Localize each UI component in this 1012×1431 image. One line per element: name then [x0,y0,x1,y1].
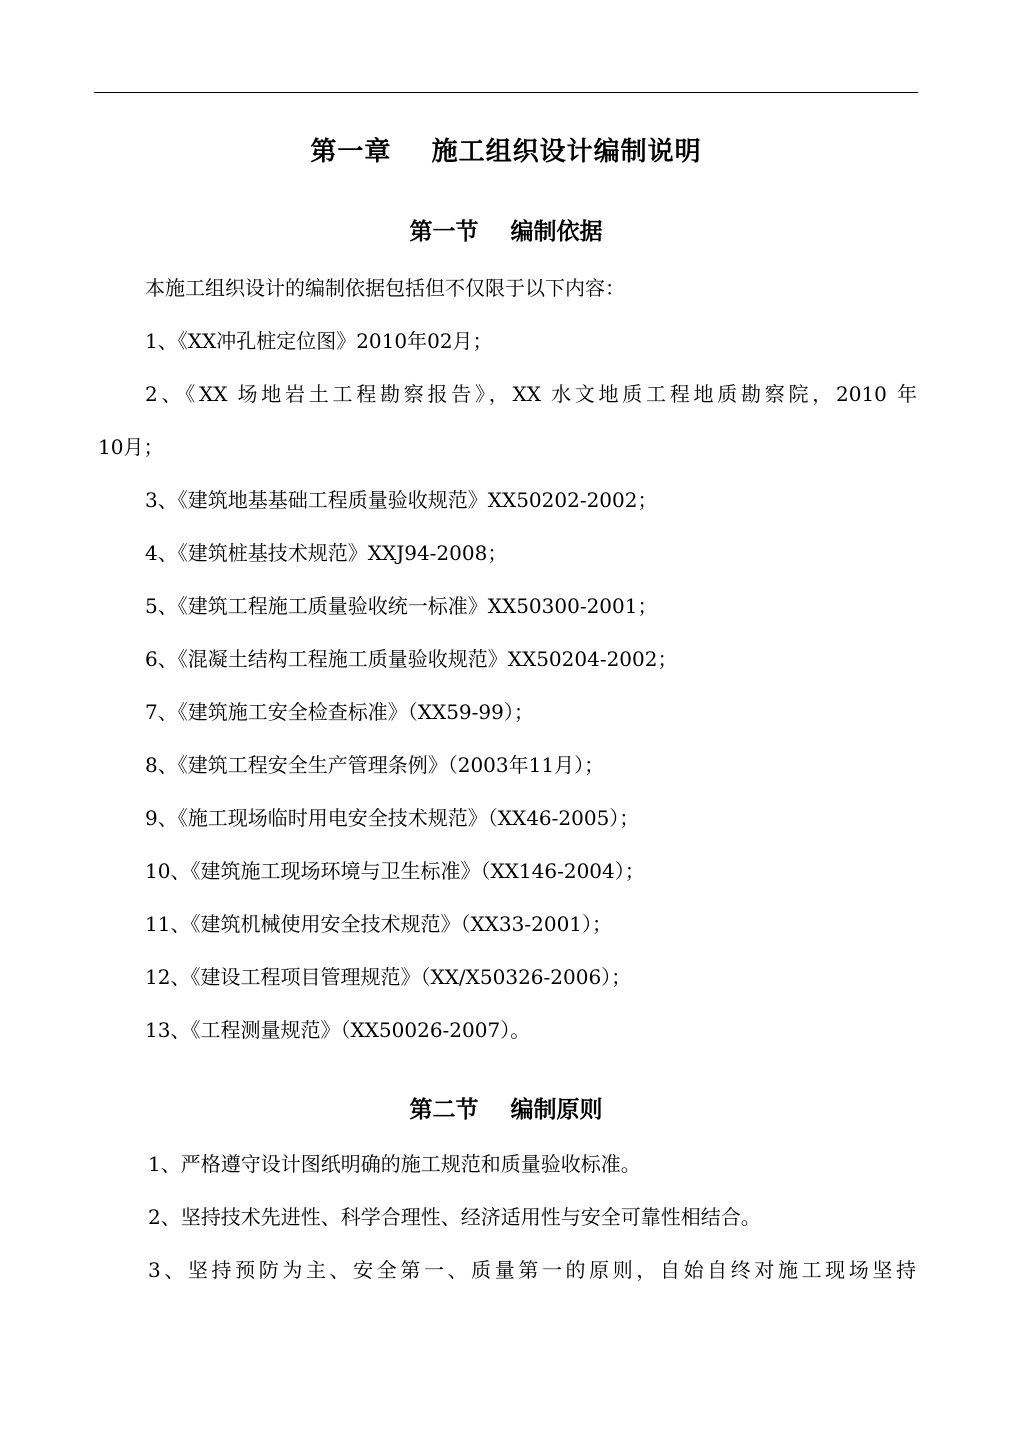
section-title-basis: 第一节 编制依据 [409,218,603,245]
section-title-principles: 第二节 编制原则 [409,1096,603,1123]
chapter-title: 第一章 施工组织设计编制说明 [310,137,702,167]
intro-text: 本施工组织设计的编制依据包括但不仅限于以下内容： [145,276,625,300]
header-rule [94,92,918,93]
